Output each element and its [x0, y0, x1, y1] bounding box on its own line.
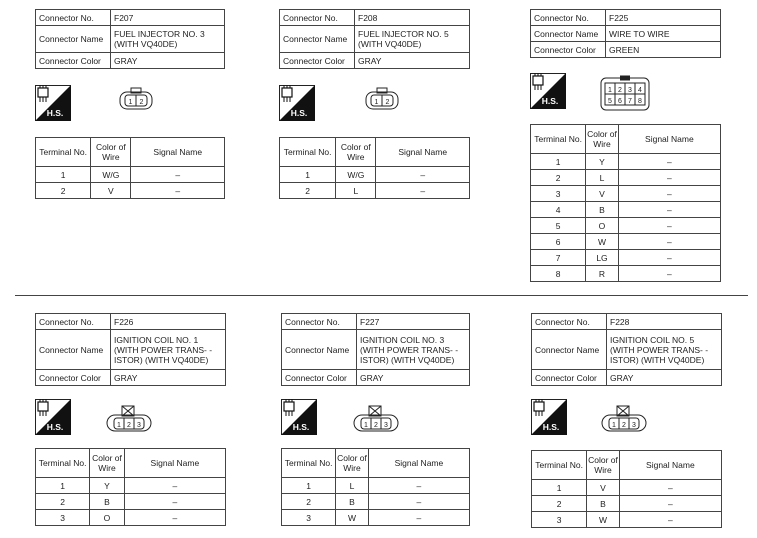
info-value-name: WIRE TO WIRE — [606, 26, 721, 42]
info-row-connector-color — [36, 370, 226, 386]
column-header-signal-name: Signal Name — [124, 449, 225, 478]
terminal-table — [531, 450, 722, 528]
connector-info-table — [530, 9, 721, 58]
info-label: Connector Name — [36, 26, 111, 53]
info-label: Connector No. — [532, 314, 607, 330]
info-label: Connector Color — [282, 370, 357, 386]
cell-wire: B — [587, 496, 620, 512]
info-label: Connector No. — [531, 10, 606, 26]
info-row-connector-name — [531, 26, 721, 42]
pin-number: 1 — [374, 99, 379, 106]
column-header-terminal-no: Terminal No. — [280, 138, 336, 167]
pin-number: 2 — [385, 99, 390, 106]
info-value-color: GRAY — [607, 370, 722, 386]
cell-wire: W/G — [336, 167, 376, 183]
cell-terminal: 2 — [280, 183, 336, 199]
info-label: Connector Color — [36, 53, 111, 69]
pin-number: 2 — [618, 87, 622, 94]
connector-face-icon — [364, 87, 400, 111]
table-row — [36, 510, 226, 526]
cell-wire: W — [587, 512, 620, 528]
pin-number: 1 — [128, 99, 133, 106]
info-value-no: F226 — [111, 314, 226, 330]
connector-face-icon — [600, 403, 648, 433]
info-row-connector-no — [531, 10, 721, 26]
hs-label: H.S. — [292, 422, 310, 432]
harness-side-icon — [530, 73, 566, 109]
info-row-connector-name — [532, 330, 722, 370]
cell-terminal: 3 — [36, 510, 90, 526]
cell-wire: W/G — [91, 167, 131, 183]
connector-info-table — [531, 313, 722, 386]
hs-label: H.S. — [541, 96, 559, 106]
info-label: Connector No. — [36, 10, 111, 26]
column-header-terminal-no: Terminal No. — [36, 449, 90, 478]
connector-info-table — [279, 9, 470, 69]
info-label: Connector Name — [282, 330, 357, 370]
info-value-no: F227 — [357, 314, 470, 330]
pin-number: 7 — [628, 98, 632, 105]
pin-number: 3 — [632, 422, 636, 429]
info-value-color: GRAY — [355, 53, 470, 69]
terminal-table — [281, 448, 470, 526]
table-row — [532, 480, 722, 496]
hs-label: H.S. — [46, 108, 64, 118]
info-value-name: FUEL INJECTOR NO. 3 (WITH VQ40DE) — [111, 26, 225, 53]
cell-terminal: 1 — [531, 154, 586, 170]
cell-signal: – — [618, 170, 720, 186]
info-row-connector-color — [280, 53, 470, 69]
info-row-connector-name — [282, 330, 470, 370]
cell-terminal: 1 — [36, 478, 90, 494]
cell-wire: W — [336, 510, 369, 526]
cell-wire: B — [336, 494, 369, 510]
cell-terminal: 3 — [531, 186, 586, 202]
connector-face-icon — [352, 403, 400, 433]
terminal-header-row — [282, 449, 470, 478]
cell-terminal: 2 — [532, 496, 587, 512]
info-value-no: F207 — [111, 10, 225, 26]
info-row-connector-name — [36, 330, 226, 370]
pin-number: 2 — [622, 422, 626, 429]
table-row — [36, 183, 225, 199]
pin-number: 8 — [638, 98, 642, 105]
cell-terminal: 2 — [282, 494, 336, 510]
column-header-terminal-no: Terminal No. — [531, 125, 586, 154]
cell-wire: L — [336, 478, 369, 494]
cell-signal: – — [618, 234, 720, 250]
info-row-connector-name — [36, 26, 225, 53]
cell-wire: LG — [586, 250, 619, 266]
info-label: Connector No. — [282, 314, 357, 330]
table-row — [36, 494, 226, 510]
info-row-connector-no — [532, 314, 722, 330]
cell-terminal: 6 — [531, 234, 586, 250]
terminal-header-row — [531, 125, 721, 154]
info-value-name: IGNITION COIL NO. 1 (WITH POWER TRANS- -ISTOR) (WITH VQ40DE) — [111, 330, 226, 370]
info-row-connector-color — [531, 42, 721, 58]
cell-terminal: 8 — [531, 266, 586, 282]
pin-number: 1 — [364, 422, 368, 429]
pin-number: 2 — [374, 422, 378, 429]
cell-terminal: 3 — [282, 510, 336, 526]
cell-terminal: 4 — [531, 202, 586, 218]
cell-signal: – — [618, 218, 720, 234]
terminal-table — [530, 124, 721, 282]
cell-signal: – — [368, 494, 469, 510]
info-row-connector-no — [36, 10, 225, 26]
info-label: Connector No. — [36, 314, 111, 330]
terminal-header-row — [532, 451, 722, 480]
harness-side-icon — [35, 399, 71, 435]
info-row-connector-no — [282, 314, 470, 330]
pin-number: 3 — [384, 422, 388, 429]
cell-signal: – — [376, 183, 470, 199]
pin-number: 6 — [618, 98, 622, 105]
cell-signal: – — [618, 202, 720, 218]
cell-terminal: 2 — [531, 170, 586, 186]
section-divider — [15, 295, 748, 296]
cell-wire: V — [586, 186, 619, 202]
cell-terminal: 2 — [36, 183, 91, 199]
pin-number: 2 — [139, 99, 144, 106]
info-row-connector-name — [280, 26, 470, 53]
connector-face-icon — [118, 87, 154, 111]
cell-signal: – — [376, 167, 470, 183]
table-row — [531, 234, 721, 250]
table-row — [531, 266, 721, 282]
column-header-color-of-wire: Color of Wire — [587, 451, 620, 480]
pin-number: 1 — [608, 87, 612, 94]
cell-signal: – — [124, 478, 225, 494]
cell-terminal: 5 — [531, 218, 586, 234]
connector-face-icon — [105, 403, 153, 433]
info-label: Connector Name — [280, 26, 355, 53]
cell-wire: V — [587, 480, 620, 496]
column-header-signal-name: Signal Name — [376, 138, 470, 167]
cell-signal: – — [368, 510, 469, 526]
info-value-color: GRAY — [357, 370, 470, 386]
hs-label: H.S. — [290, 108, 308, 118]
hs-label: H.S. — [46, 422, 64, 432]
info-value-color: GRAY — [111, 53, 225, 69]
terminal-table — [35, 137, 225, 199]
info-value-color: GRAY — [111, 370, 226, 386]
pin-number: 3 — [628, 87, 632, 94]
info-label: Connector Color — [280, 53, 355, 69]
info-label: Connector Color — [531, 42, 606, 58]
cell-signal: – — [124, 494, 225, 510]
pin-number: 1 — [117, 422, 121, 429]
column-header-color-of-wire: Color of Wire — [90, 449, 125, 478]
cell-signal: – — [618, 154, 720, 170]
column-header-signal-name: Signal Name — [618, 125, 720, 154]
info-value-no: F225 — [606, 10, 721, 26]
cell-wire: L — [336, 183, 376, 199]
terminal-header-row — [36, 138, 225, 167]
cell-wire: W — [586, 234, 619, 250]
harness-side-icon — [531, 399, 567, 435]
column-header-color-of-wire: Color of Wire — [91, 138, 131, 167]
cell-signal: – — [618, 250, 720, 266]
column-header-terminal-no: Terminal No. — [282, 449, 336, 478]
info-value-no: F228 — [607, 314, 722, 330]
info-label: Connector Color — [36, 370, 111, 386]
info-value-name: FUEL INJECTOR NO. 5 (WITH VQ40DE) — [355, 26, 470, 53]
cell-wire: O — [586, 218, 619, 234]
connector-info-table — [35, 313, 226, 386]
hs-label: H.S. — [542, 422, 560, 432]
info-value-color: GREEN — [606, 42, 721, 58]
terminal-table — [35, 448, 226, 526]
harness-side-icon — [279, 85, 315, 121]
info-label: Connector Name — [532, 330, 607, 370]
info-row-connector-color — [532, 370, 722, 386]
pin-number: 4 — [638, 87, 642, 94]
pin-number: 1 — [612, 422, 616, 429]
table-row — [531, 218, 721, 234]
info-row-connector-color — [282, 370, 470, 386]
harness-side-icon — [35, 85, 71, 121]
harness-side-icon — [281, 399, 317, 435]
cell-terminal: 1 — [532, 480, 587, 496]
terminal-header-row — [36, 449, 226, 478]
table-row — [531, 202, 721, 218]
table-row — [532, 496, 722, 512]
info-row-connector-no — [280, 10, 470, 26]
table-row — [280, 183, 470, 199]
info-label: Connector Name — [36, 330, 111, 370]
cell-wire: O — [90, 510, 125, 526]
table-row — [36, 167, 225, 183]
table-row — [531, 154, 721, 170]
pin-number: 2 — [127, 422, 131, 429]
info-row-connector-color — [36, 53, 225, 69]
cell-wire: B — [90, 494, 125, 510]
info-label: Connector Color — [532, 370, 607, 386]
connector-face-icon — [600, 75, 650, 111]
cell-signal: – — [618, 186, 720, 202]
table-row — [36, 478, 226, 494]
cell-wire: L — [586, 170, 619, 186]
column-header-signal-name: Signal Name — [368, 449, 469, 478]
table-row — [531, 250, 721, 266]
table-row — [532, 512, 722, 528]
column-header-signal-name: Signal Name — [619, 451, 721, 480]
table-row — [531, 186, 721, 202]
table-row — [280, 167, 470, 183]
pin-number: 3 — [137, 422, 141, 429]
info-label: Connector Name — [531, 26, 606, 42]
cell-wire: R — [586, 266, 619, 282]
column-header-color-of-wire: Color of Wire — [586, 125, 619, 154]
cell-wire: B — [586, 202, 619, 218]
cell-terminal: 2 — [36, 494, 90, 510]
column-header-terminal-no: Terminal No. — [532, 451, 587, 480]
cell-signal: – — [368, 478, 469, 494]
connector-info-table — [281, 313, 470, 386]
info-label: Connector No. — [280, 10, 355, 26]
cell-signal: – — [131, 183, 225, 199]
cell-signal: – — [124, 510, 225, 526]
cell-signal: – — [131, 167, 225, 183]
table-row — [282, 478, 470, 494]
cell-wire: Y — [586, 154, 619, 170]
info-value-name: IGNITION COIL NO. 3 (WITH POWER TRANS- -ISTOR) (WITH VQ40DE) — [357, 330, 470, 370]
terminal-header-row — [280, 138, 470, 167]
column-header-signal-name: Signal Name — [131, 138, 225, 167]
column-header-terminal-no: Terminal No. — [36, 138, 91, 167]
cell-terminal: 1 — [282, 478, 336, 494]
cell-signal: – — [619, 512, 721, 528]
info-value-name: IGNITION COIL NO. 5 (WITH POWER TRANS- -ISTOR) (WITH VQ40DE) — [607, 330, 722, 370]
cell-terminal: 7 — [531, 250, 586, 266]
cell-signal: – — [618, 266, 720, 282]
cell-terminal: 1 — [36, 167, 91, 183]
connector-info-table — [35, 9, 225, 69]
cell-signal: – — [619, 480, 721, 496]
column-header-color-of-wire: Color of Wire — [336, 449, 369, 478]
table-row — [531, 170, 721, 186]
cell-wire: V — [91, 183, 131, 199]
cell-terminal: 1 — [280, 167, 336, 183]
cell-terminal: 3 — [532, 512, 587, 528]
table-row — [282, 494, 470, 510]
terminal-table — [279, 137, 470, 199]
column-header-color-of-wire: Color of Wire — [336, 138, 376, 167]
pin-number: 5 — [608, 98, 612, 105]
info-value-no: F208 — [355, 10, 470, 26]
cell-signal: – — [619, 496, 721, 512]
table-row — [282, 510, 470, 526]
cell-wire: Y — [90, 478, 125, 494]
info-row-connector-no — [36, 314, 226, 330]
